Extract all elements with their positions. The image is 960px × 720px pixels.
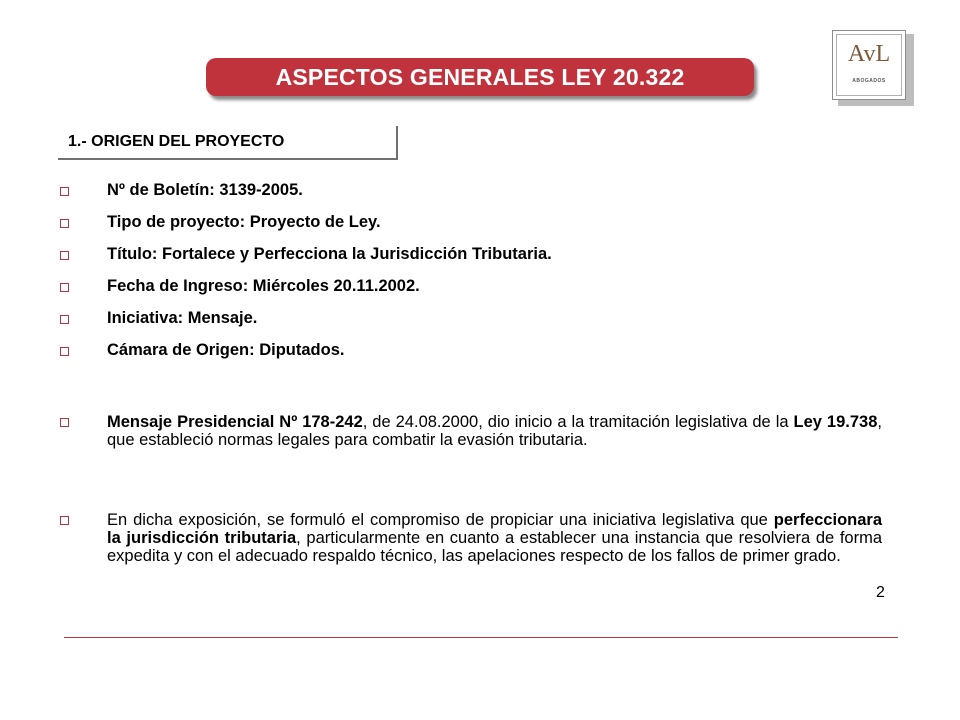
project-details-list bbox=[60, 181, 882, 373]
bulletin-number: Nº de Boletín: 3139-2005. bbox=[107, 181, 303, 199]
jurisdiction-emphasis: perfeccionara la jurisdicción tributaria bbox=[107, 511, 882, 547]
square-bullet-icon bbox=[60, 315, 69, 324]
law-reference: Ley 19.738 bbox=[793, 413, 878, 431]
initiative: Iniciativa: Mensaje. bbox=[107, 309, 258, 327]
slide-title-banner bbox=[206, 58, 754, 96]
paragraph-text-part: , particularmente en cuanto a establecer una instancia que resolviera de forma expedita y con el adecuado respaldo técnico, las apelaciones respecto de los fallos de primer grado. bbox=[107, 529, 882, 565]
project-title: Título: Fortalece y Perfecciona la Jurisdicción Tributaria. bbox=[107, 245, 552, 263]
section-heading-text: 1.- ORIGEN DEL PROYECTO bbox=[68, 133, 285, 150]
square-bullet-icon bbox=[60, 251, 69, 260]
list-item bbox=[60, 277, 882, 309]
message-reference: Mensaje Presidencial Nº 178-242 bbox=[107, 413, 363, 431]
entry-date: Fecha de Ingreso: Miércoles 20.11.2002. bbox=[107, 277, 420, 295]
square-bullet-icon bbox=[60, 418, 69, 427]
paragraph-text bbox=[107, 511, 882, 565]
list-item bbox=[60, 341, 882, 373]
list-item bbox=[60, 181, 882, 213]
footer-divider bbox=[64, 637, 898, 638]
project-type: Tipo de proyecto: Proyecto de Ley. bbox=[107, 213, 381, 231]
square-bullet-icon bbox=[60, 347, 69, 356]
logo-text: AvL bbox=[847, 41, 891, 67]
list-item bbox=[60, 213, 882, 245]
paragraph-text-part: , que estableció normas legales para combatir la evasión tributaria. bbox=[107, 413, 882, 449]
list-item bbox=[60, 245, 882, 277]
paragraph-commitment bbox=[60, 511, 882, 565]
square-bullet-icon bbox=[60, 187, 69, 196]
chamber-of-origin: Cámara de Origen: Diputados. bbox=[107, 341, 345, 359]
square-bullet-icon bbox=[60, 283, 69, 292]
paragraph-presidential-message bbox=[60, 413, 882, 449]
list-item bbox=[60, 309, 882, 341]
section-heading bbox=[58, 126, 398, 160]
logo-subtext: ABOGADOS bbox=[852, 78, 886, 84]
logo-frame bbox=[832, 30, 906, 100]
page-number: 2 bbox=[876, 584, 885, 601]
paragraph-text bbox=[107, 413, 882, 449]
square-bullet-icon bbox=[60, 516, 69, 525]
paragraph-text-part: , de 24.08.2000, dio inicio a la tramitación legislativa de la bbox=[362, 413, 794, 431]
slide-title: ASPECTOS GENERALES LEY 20.322 bbox=[275, 63, 685, 90]
firm-logo bbox=[832, 30, 914, 106]
square-bullet-icon bbox=[60, 219, 69, 228]
paragraph-text-part: En dicha exposición, se formuló el compromiso de propiciar una iniciativa legislativa que bbox=[107, 511, 774, 529]
